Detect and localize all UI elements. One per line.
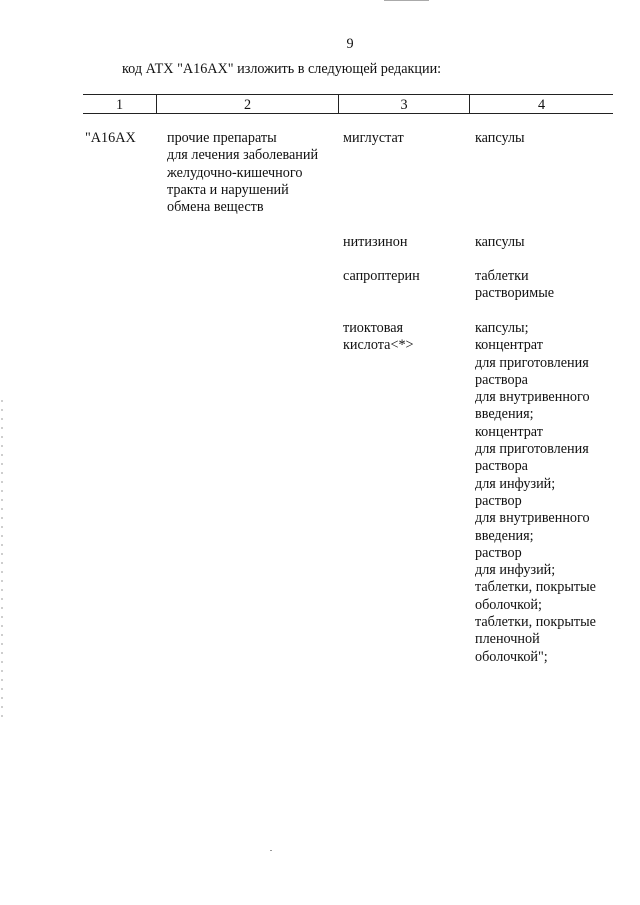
page-number: 9: [346, 36, 354, 52]
drug-name: нитизинон: [343, 234, 408, 250]
dosage-form-line: капсулы;: [475, 320, 529, 336]
dosage-form-line: оболочкой;: [475, 596, 542, 613]
dosage-form-line: для внутривенного: [475, 510, 590, 527]
drug-name-line: кислота<*>: [343, 337, 414, 354]
dosage-form-line: таблетки, покрытые: [475, 614, 596, 631]
group-line: желудочно-кишечного: [167, 164, 303, 181]
dosage-form: капсулы: [475, 130, 525, 146]
dosage-form-line: таблетки, покрытые: [475, 579, 596, 596]
table-top-border: [83, 94, 613, 95]
dosage-form-line: концентрат: [475, 423, 543, 440]
group-line: тракта и нарушений: [167, 181, 289, 198]
dosage-form: капсулы: [475, 234, 525, 250]
dosage-form-line: растворимые: [475, 285, 555, 302]
group-line: для лечения заболеваний: [167, 147, 319, 164]
dosage-form: [475, 268, 554, 303]
scan-margin-marks: [1, 400, 3, 720]
dosage-form-line: для приготовления: [475, 354, 589, 371]
drug-name: [343, 320, 414, 355]
dosage-form-line: раствор: [475, 492, 522, 509]
instruction-text: код АТХ "A16AX" изложить в следующей редакции:: [122, 61, 442, 77]
dosage-form-line: раствора: [475, 371, 528, 388]
dosage-form-line: введения;: [475, 527, 534, 544]
dosage-form-line: для внутривенного: [475, 389, 590, 406]
dosage-form-line: для приготовления: [475, 441, 589, 458]
dosage-form-line: таблетки: [475, 268, 529, 284]
atx-code: "A16AX: [85, 130, 136, 146]
group-line: прочие препараты: [167, 130, 277, 146]
scan-edge-mark: [384, 0, 429, 1]
column-header-1: 1: [115, 97, 124, 113]
drug-name: миглустат: [343, 130, 404, 146]
group-line: обмена веществ: [167, 199, 264, 216]
drug-name-line: тиоктовая: [343, 320, 404, 336]
group-description: [167, 130, 318, 216]
dosage-form-line: введения;: [475, 406, 534, 423]
dosage-form-line: пленочной: [475, 631, 540, 648]
dosage-form-line: раствор: [475, 544, 522, 561]
drug-name: сапроптерин: [343, 268, 420, 284]
dosage-form-line: для инфузий;: [475, 562, 556, 579]
scan-dot: [270, 850, 272, 851]
dosage-form-line: раствора: [475, 458, 528, 475]
column-header-2: 2: [243, 97, 252, 113]
dosage-form-list: [475, 320, 596, 666]
dosage-form-line: для инфузий;: [475, 475, 556, 492]
dosage-form-line: концентрат: [475, 337, 543, 354]
dosage-form-line: оболочкой";: [475, 648, 548, 665]
column-header-3: 3: [400, 97, 408, 113]
column-header-4: 4: [537, 97, 546, 113]
